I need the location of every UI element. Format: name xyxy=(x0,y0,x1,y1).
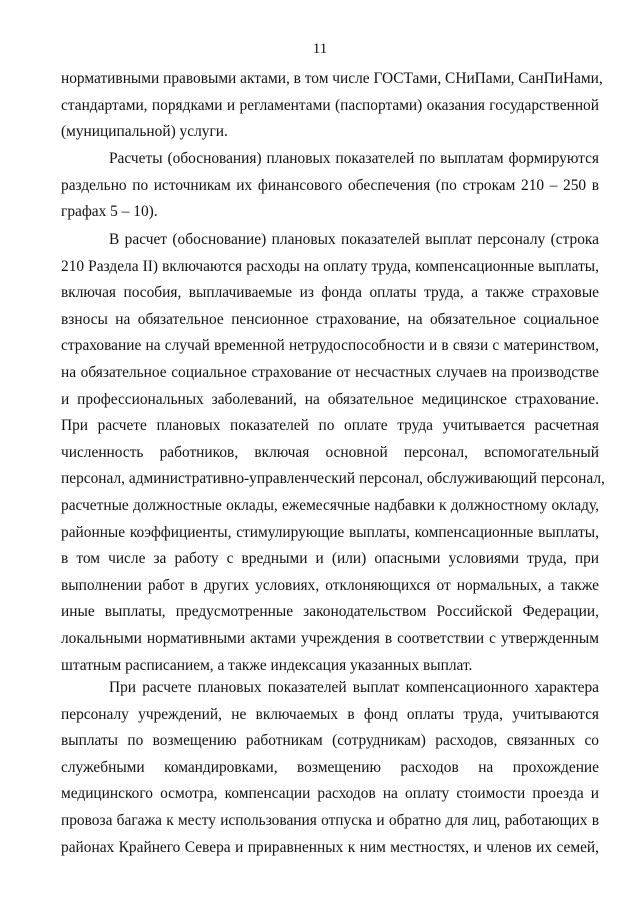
text-line: и профессиональных заболеваний, на обязательное медицинское страхование. xyxy=(61,390,599,408)
text-line: расчетные должностные оклады, ежемесячные надбавки к должностному окладу, xyxy=(61,496,599,514)
text-line: персоналу учреждений, не включаемых в фонд оплаты труда, учитываются xyxy=(61,705,599,723)
text-line: персонал, административно-управленческий персонал, обслуживающий персонал, xyxy=(61,470,605,488)
text-line: (муниципальной) услуги. xyxy=(61,123,228,141)
paragraph-3 xyxy=(61,227,605,679)
text-line: численность работников, включая основной персонал, вспомогательный xyxy=(61,443,599,461)
page-number: 11 xyxy=(312,41,328,57)
text-line: в том числе за работу с вредными и (или) опасными условиями труда, при xyxy=(61,550,599,568)
text-line: служебными командировками, возмещению расходов на прохождение xyxy=(61,758,599,776)
text-line: стандартами, порядками и регламентами (паспортами) оказания государственной xyxy=(61,96,599,114)
text-line: нормативными правовыми актами, в том числе ГОСТами, СНиПами, СанПиНами, xyxy=(61,70,603,87)
text-line: графах 5 – 10). xyxy=(61,203,158,221)
text-line: районах Крайнего Севера и приравненных к ним местностях, и членов их семей, xyxy=(61,838,599,856)
text-line: При расчете плановых показателей по оплате труда учитывается расчетная xyxy=(61,417,599,435)
text-line: медицинского осмотра, компенсации расходов на оплату стоимости проезда и xyxy=(61,785,599,803)
text-line: провоза багажа к месту использования отпуска и обратно для лиц, работающих в xyxy=(61,811,599,829)
text-line: на обязательное социальное страхование от несчастных случаев на производстве xyxy=(61,363,599,381)
text-line: Расчеты (обоснования) плановых показателей по выплатам формируются xyxy=(109,150,599,167)
text-line: страхование на случай временной нетрудоспособности и в связи с материнством, xyxy=(61,337,599,355)
paragraph-1 xyxy=(61,66,603,146)
text-line: иные выплаты, предусмотренные законодательством Российской Федерации, xyxy=(61,603,599,621)
paragraph-2 xyxy=(61,146,599,226)
paragraph-4 xyxy=(61,675,599,861)
text-line: выполнении работ в других условиях, отклоняющихся от нормальных, а также xyxy=(61,576,599,594)
text-line: взносы на обязательное пенсионное страхование, на обязательное социальное xyxy=(61,310,599,328)
text-line: выплаты по возмещению работникам (сотрудникам) расходов, связанных со xyxy=(61,732,599,750)
text-line: включая пособия, выплачиваемые из фонда оплаты труда, а также страховые xyxy=(61,284,599,302)
text-line: В расчет (обоснование) плановых показателей выплат персоналу (строка xyxy=(109,231,599,248)
text-line: локальными нормативными актами учреждения в соответствии с утвержденным xyxy=(61,629,599,647)
text-line: 210 Раздела II) включаются расходы на оплату труда, компенсационные выплаты, xyxy=(61,257,599,275)
text-line: районные коэффициенты, стимулирующие выплаты, компенсационные выплаты, xyxy=(61,523,599,541)
text-line: раздельно по источникам их финансового обеспечения (по строкам 210 – 250 в xyxy=(61,176,599,194)
text-line: При расчете плановых показателей выплат компенсационного характера xyxy=(109,679,599,696)
text-line: штатным расписанием, а также индексация указанных выплат. xyxy=(61,656,473,674)
